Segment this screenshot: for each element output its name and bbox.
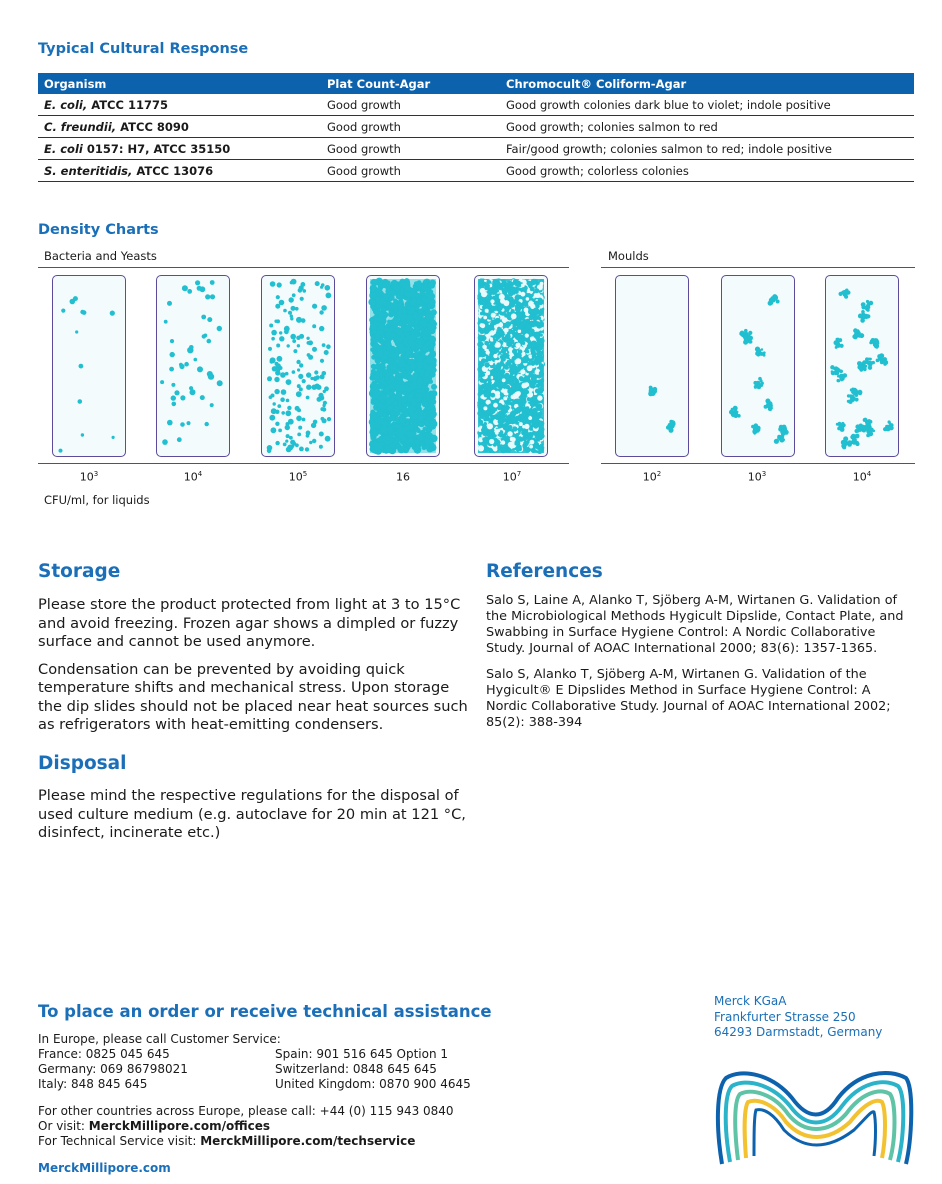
plate-count-cell: Good growth	[321, 138, 500, 160]
table-row	[38, 94, 914, 116]
company-city: 64293 Darmstadt, Germany	[714, 1025, 883, 1039]
organism-cell: E. coli 0157: H7, ATCC 35150	[38, 138, 321, 160]
phones-right	[275, 1047, 471, 1092]
chromocult-cell: Good growth; colonies salmon to red	[500, 116, 914, 138]
organism-cell: S. enteritidis, ATCC 13076	[38, 160, 321, 182]
mould-slide-1	[615, 275, 689, 457]
phone-france: France: 0825 045 645	[38, 1047, 170, 1061]
disposal-title: Disposal	[38, 753, 127, 774]
references-body	[486, 593, 914, 741]
mould-slide-2	[721, 275, 795, 457]
bacteria-colonies-5	[475, 276, 548, 457]
organism-cell: C. freundii, ATCC 8090	[38, 116, 321, 138]
chromocult-cell: Good growth; colorless colonies	[500, 160, 914, 182]
density-charts-title: Density Charts	[38, 222, 159, 238]
disposal-body	[38, 787, 470, 852]
moulds-top-rule	[601, 267, 915, 268]
phone-germany: Germany: 069 86798021	[38, 1062, 188, 1076]
chromocult-cell: Good growth colonies dark blue to violet; indole positive	[500, 94, 914, 116]
mould-colonies-3	[826, 276, 899, 457]
phone-switzerland: Switzerland: 0848 645 645	[275, 1062, 437, 1076]
header-plate-count: Plat Count-Agar	[321, 73, 500, 94]
bacteria-density-label-5: $10^7$	[502, 470, 522, 484]
phone-uk: United Kingdom: 0870 900 4645	[275, 1077, 471, 1091]
phone-spain: Spain: 901 516 645 Option 1	[275, 1047, 449, 1061]
unit-note: CFU/ml, for liquids	[44, 493, 150, 507]
order-assistance-title: To place an order or receive technical assistance	[38, 1002, 492, 1021]
storage-body	[38, 596, 470, 744]
bacteria-colonies-1	[53, 276, 126, 457]
moulds-bottom-rule	[601, 463, 915, 464]
phone-italy: Italy: 848 845 645	[38, 1077, 148, 1091]
website-link[interactable]: MerckMillipore.com	[38, 1161, 171, 1175]
bacteria-slide-5	[474, 275, 548, 457]
europe-intro: In Europe, please call Customer Service:	[38, 1032, 281, 1046]
disposal-paragraph: Please mind the respective regulations for the disposal of used culture medium (e.g. autoclave for 20 min at 121 °C, disinfect, incinerate etc.)	[38, 787, 466, 841]
header-organism: Organism	[38, 73, 321, 94]
mould-colonies-2	[722, 276, 795, 457]
bacteria-colonies-2	[157, 276, 230, 457]
tech-line	[38, 1134, 454, 1149]
bacteria-density-label-4: 16	[396, 470, 410, 484]
bacteria-top-rule	[38, 267, 569, 268]
techservice-link[interactable]: MerckMillipore.com/techservice	[200, 1134, 416, 1148]
bacteria-slide-3	[261, 275, 335, 457]
table-row	[38, 160, 914, 182]
plate-count-cell: Good growth	[321, 160, 500, 182]
tech-prefix: For Technical Service visit:	[38, 1134, 201, 1148]
table-row	[38, 138, 914, 160]
header-chromocult: Chromocult® Coliform-Agar	[500, 73, 914, 94]
chromocult-cell: Fair/good growth; colonies salmon to red; indole positive	[500, 138, 914, 160]
bacteria-slide-1	[52, 275, 126, 457]
plate-count-cell: Good growth	[321, 116, 500, 138]
cultural-response-title: Typical Cultural Response	[38, 41, 249, 57]
cultural-response-table	[38, 73, 914, 182]
plate-count-cell: Good growth	[321, 94, 500, 116]
mould-density-label-2: $10^3$	[747, 470, 767, 484]
contact-lines	[38, 1104, 454, 1149]
mould-density-label-3: $10^4$	[852, 470, 872, 484]
references-title: References	[486, 561, 603, 582]
other-countries: For other countries across Europe, please call: +44 (0) 115 943 0840	[38, 1104, 454, 1118]
bacteria-density-label-2: $10^4$	[183, 470, 203, 484]
table-row	[38, 116, 914, 138]
moulds-label: Moulds	[608, 249, 649, 263]
bacteria-bottom-rule	[38, 463, 569, 464]
mould-slide-3	[825, 275, 899, 457]
reference-1: Salo S, Laine A, Alanko T, Sjöberg A-M, Wirtanen G. Validation of the Microbiological Methods Hygicult Dipslide, Contact Plate, and Swabbing in Surface Hygiene Control: A Nordic Collaborative Study. Journal of AOAC International 2000; 83(6): 1357-1365.	[486, 593, 904, 656]
bacteria-density-label-1: $10^3$	[79, 470, 99, 484]
storage-paragraph-1: Please store the product protected from light at 3 to 15°C and avoid freezing. Frozen agar shows a dimpled or fuzzy surface and cannot be used anymore.	[38, 596, 461, 650]
mould-density-label-1: $10^2$	[642, 470, 662, 484]
organism-cell: E. coli, ATCC 11775	[38, 94, 321, 116]
company-street: Frankfurter Strasse 250	[714, 1009, 856, 1024]
merck-logo	[712, 1068, 916, 1174]
storage-title: Storage	[38, 561, 121, 582]
bacteria-colonies-3	[262, 276, 335, 457]
mould-colonies-1	[616, 276, 689, 457]
reference-2: Salo S, Alanko T, Sjöberg A-M, Wirtanen G. Validation of the Hygicult® E Dipslides Method in Surface Hygiene Control: A Nordic Collaborative Study. Journal of AOAC International 2002; 85(2): 388-394	[486, 667, 891, 730]
bacteria-slide-2	[156, 275, 230, 457]
offices-link[interactable]: MerckMillipore.com/offices	[88, 1119, 270, 1133]
visit-prefix: Or visit:	[38, 1119, 89, 1133]
bacteria-slide-4	[366, 275, 440, 457]
bacteria-yeasts-label: Bacteria and Yeasts	[44, 249, 157, 263]
table-header-row	[38, 73, 914, 94]
phones-left	[38, 1047, 188, 1092]
visit-line	[38, 1119, 454, 1134]
storage-paragraph-2: Condensation can be prevented by avoiding quick temperature shifts and mechanical stress. Upon storage the dip slides should not be placed near heat sources such as refrigerators with heat-emitting condensers.	[38, 660, 468, 733]
company-name: Merck KGaA	[714, 994, 787, 1008]
bacteria-density-label-3: $10^5$	[288, 470, 308, 484]
bacteria-colonies-4	[367, 276, 440, 457]
company-address	[714, 994, 882, 1041]
